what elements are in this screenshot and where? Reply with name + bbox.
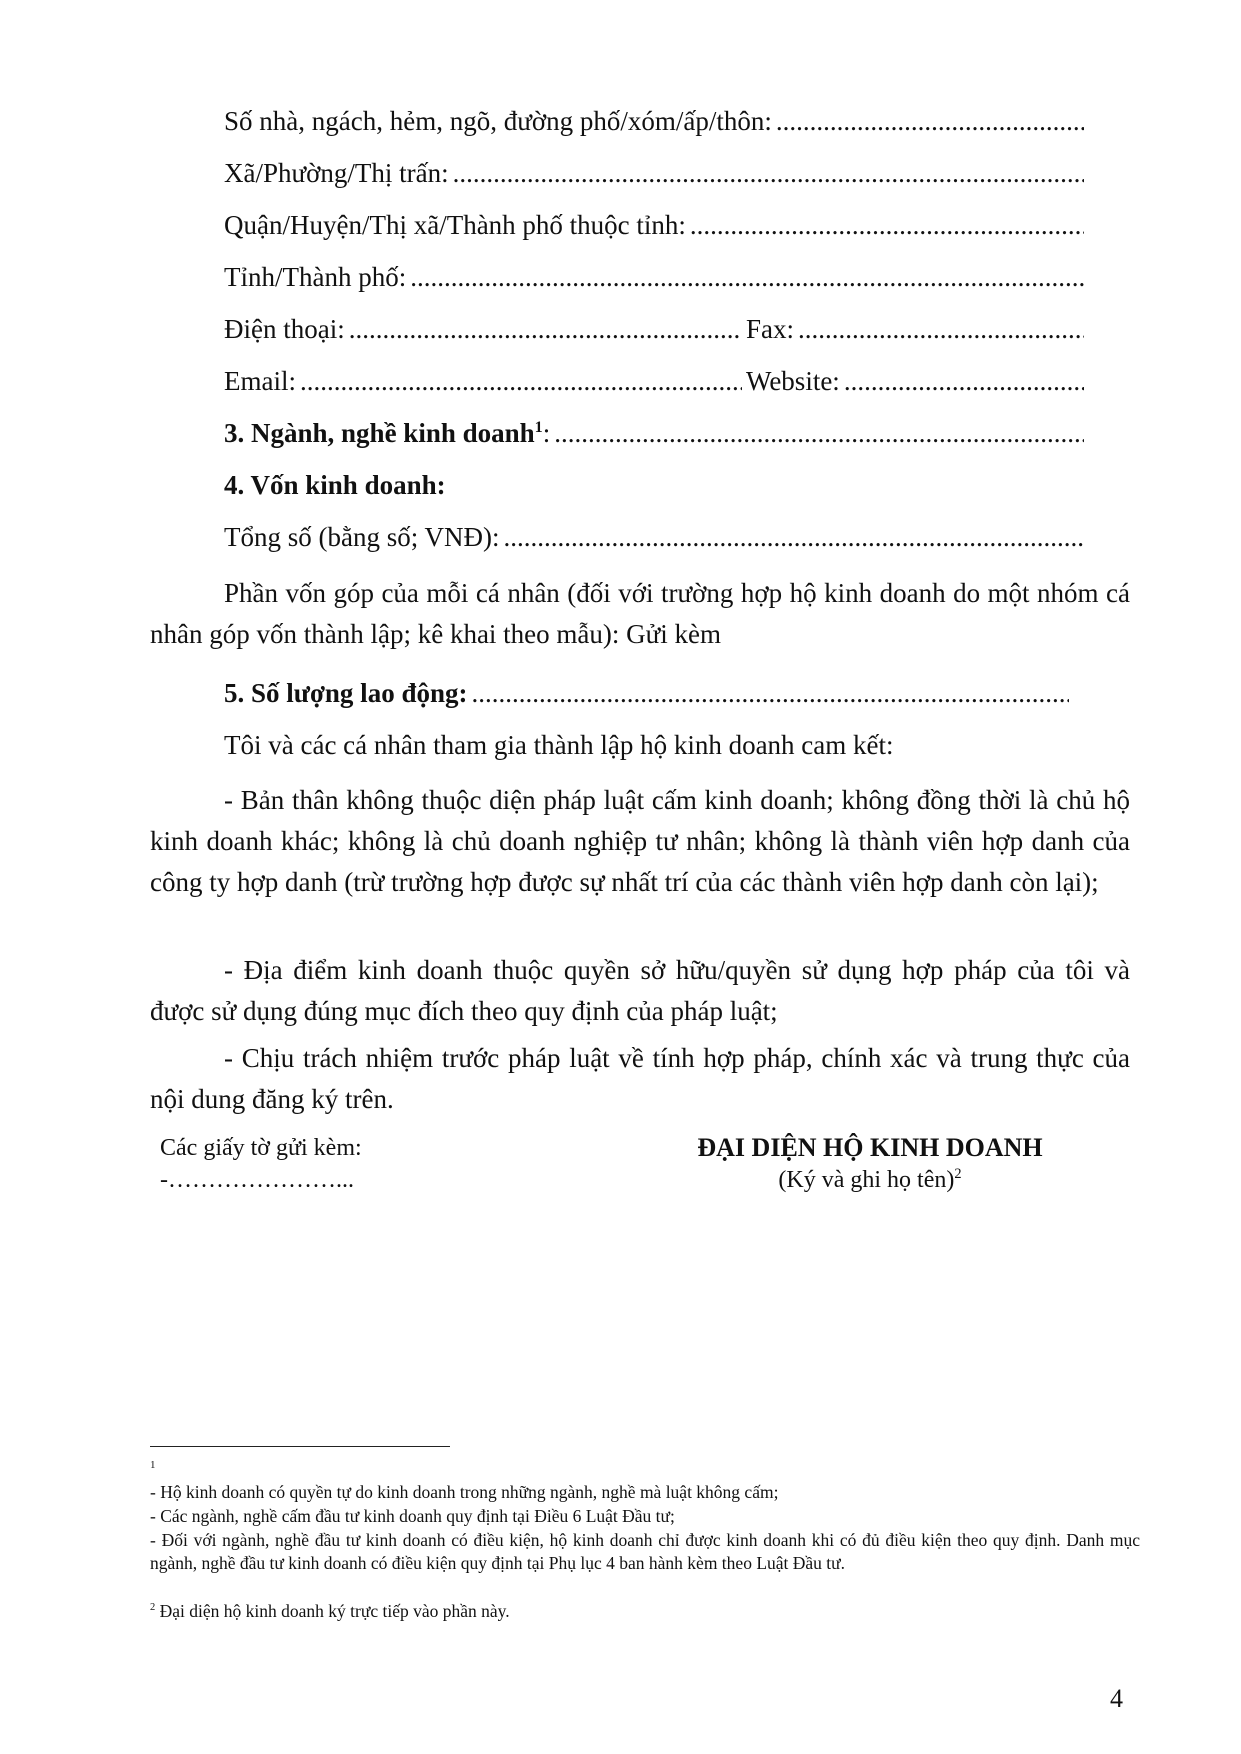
attachments-item: -…………………... [160, 1167, 354, 1193]
business-line-field: 3. Ngành, nghề kinh doanh$^1$ : ..... [224, 416, 1084, 450]
capital-total-field [224, 520, 1084, 554]
signature-subtitle: (Ký và ghi họ tên)$^2$ [778, 1166, 962, 1193]
street-dots [776, 104, 1084, 138]
attachments-label: Các giấy tờ gửi kèm: [160, 1135, 362, 1161]
commitment-intro: Tôi và các cá nhân tham gia thành lập hộ kinh doanh cam kết: [224, 730, 894, 760]
commitment-item-3: - Chịu trách nhiệm trước pháp luật về tính hợp pháp, chính xác và trung thực của nội dung đăng ký trên. [150, 1043, 1130, 1114]
footnote-1-marker: 1 [150, 1459, 156, 1471]
street-label: Số nhà, ngách, hẻm, ngõ, đường phố/xóm/ấp/thôn: [224, 106, 772, 136]
phone-label: Điện thoại: [224, 314, 345, 344]
phone-field [224, 312, 742, 346]
footnote-1-line-1: - Hộ kinh doanh có quyền tự do kinh doanh trong những ngành, nghề mà luật không cấm; [150, 1482, 779, 1502]
website-label: Website: [746, 366, 840, 396]
email-dots [300, 364, 742, 398]
commitment-item-1: - Bản thân không thuộc diện pháp luật cấm kinh doanh; không đồng thời là chủ hộ kinh doanh khác; không là chủ doanh nghiệp tư nhân; không là thành viên hợp danh của công ty hợp danh (trừ trường hợp được sự nhất trí của các thành viên hợp danh còn lại); [150, 785, 1130, 897]
ward-label: Xã/Phường/Thị trấn: [224, 158, 449, 188]
website-dots [844, 364, 1084, 398]
ward-dots [453, 156, 1084, 190]
email-label: Email: [224, 366, 296, 396]
labor-dots [471, 676, 1069, 710]
province-field [224, 260, 1084, 294]
labor-field [224, 676, 1069, 710]
footnote-divider [150, 1446, 450, 1447]
district-field [224, 208, 1084, 242]
province-label: Tỉnh/Thành phố: [224, 262, 407, 292]
capital-heading: 4. Vốn kinh doanh: [224, 470, 446, 500]
email-field [224, 364, 742, 398]
fax-field [746, 312, 1084, 346]
website-field [746, 364, 1084, 398]
footnote-2: $^2$ Đại diện hộ kinh doanh ký trực tiếp vào phần này. [150, 1601, 510, 1621]
footnote-1-line-2: - Các ngành, nghề cấm đầu tư kinh doanh quy định tại Điều 6 Luật Đầu tư; [150, 1506, 675, 1526]
district-dots [690, 208, 1084, 242]
business-line-dots [554, 416, 1084, 450]
street-field [224, 104, 1084, 138]
capital-contribution-text: Phần vốn góp của mỗi cá nhân (đối với trường hợp hộ kinh doanh do một nhóm cá nhân góp vốn thành lập; kê khai theo mẫu): Gửi kèm [150, 578, 1130, 649]
footnote-1-line-3: - Đối với ngành, nghề đầu tư kinh doanh có điều kiện, hộ kinh doanh chỉ được kinh doanh khi có đủ điều kiện theo quy định. Danh mục ngành, nghề đầu tư kinh doanh có điều kiện quy định tại Phụ lục 4 ban hành kèm theo Luật Đầu tư. [150, 1530, 1140, 1573]
fax-dots [798, 312, 1084, 346]
capital-total-dots [503, 520, 1084, 554]
ward-field [224, 156, 1084, 190]
province-dots [410, 260, 1084, 294]
signature-title: ĐẠI DIỆN HỘ KINH DOANH [697, 1133, 1043, 1162]
phone-dots [349, 312, 742, 346]
footnote-ref-2: 2 [954, 1166, 962, 1182]
district-label: Quận/Huyện/Thị xã/Thành phố thuộc tỉnh: [224, 210, 686, 240]
footnote-ref-1: 1 [534, 418, 543, 436]
footnote-2-marker: 2 [150, 1602, 156, 1614]
fax-label: Fax: [746, 314, 795, 344]
business-line-label: 3. Ngành, nghề kinh doanh$^1$ [224, 418, 543, 448]
page-number: 4 [1110, 1684, 1123, 1713]
labor-label: 5. Số lượng lao động: [224, 678, 468, 708]
capital-total-label: Tổng số (bằng số; VNĐ): [224, 522, 500, 552]
commitment-item-2: - Địa điểm kinh doanh thuộc quyền sở hữu/quyền sử dụng hợp pháp của tôi và được sử dụng đúng mục đích theo quy định của pháp luật; [150, 955, 1130, 1026]
